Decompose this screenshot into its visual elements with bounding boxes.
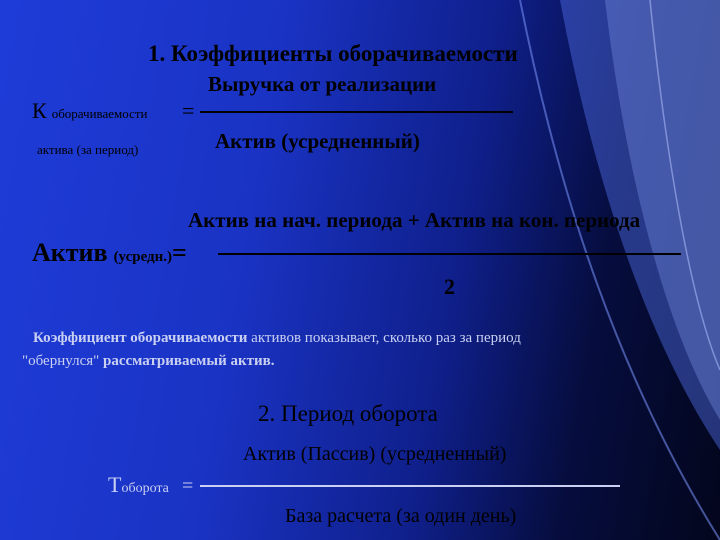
avg-numerator: Актив на нач. периода + Актив на кон. периода xyxy=(188,208,641,232)
k-fraction-line xyxy=(200,111,513,113)
avg-fraction-line xyxy=(218,253,681,255)
section1-title: 1. Коэффициенты оборачиваемости xyxy=(148,41,518,66)
avg-equals: = xyxy=(172,238,187,267)
avg-symbol-text: Актив xyxy=(32,238,108,267)
k-denominator: Актив (усредненный) xyxy=(215,129,420,153)
k-subscript: оборачиваемости xyxy=(51,106,148,121)
k-symbol-letter: К xyxy=(32,98,47,123)
t-equals: = xyxy=(182,475,194,497)
note-quote: "обернулся" xyxy=(22,353,100,369)
note-line2 xyxy=(22,354,275,369)
k-equals: = xyxy=(182,98,195,123)
k-numerator: Выручка от реализации xyxy=(208,72,437,96)
note-mid: активов показывает, сколько раз за период xyxy=(247,330,521,346)
avg-subscript: (усредн.) xyxy=(113,249,173,265)
note-rest: рассматриваемый актив. xyxy=(99,353,275,369)
t-fraction-line xyxy=(200,485,620,487)
t-denominator: База расчета (за один день) xyxy=(285,505,517,527)
avg-denominator: 2 xyxy=(444,274,455,299)
k-symbol xyxy=(32,100,148,122)
note-bold-term: Коэффициент оборачиваемости xyxy=(33,330,248,346)
t-subscript: оборота xyxy=(121,481,169,496)
avg-symbol xyxy=(32,240,187,266)
t-symbol-letter: Т xyxy=(108,472,122,497)
t-symbol xyxy=(108,474,169,496)
t-numerator: Актив (Пассив) (усредненный) xyxy=(243,443,507,465)
note-line1 xyxy=(33,331,521,346)
section2-title: 2. Период оборота xyxy=(258,401,438,426)
k-caption: актива (за период) xyxy=(37,142,139,157)
